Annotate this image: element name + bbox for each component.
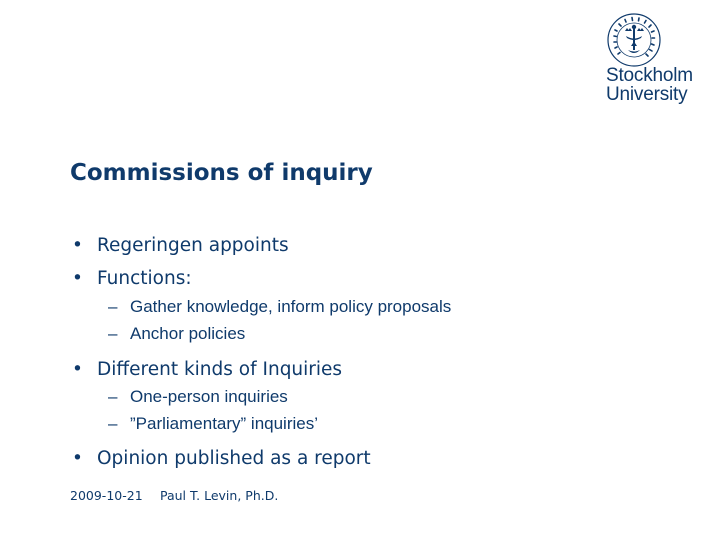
university-seal-icon [606,12,662,68]
wordmark-line-1: Stockholm [606,65,693,86]
bullet-marker: • [72,268,83,289]
bullet-marker: • [72,235,83,256]
sub-bullet-marker: – [108,387,118,406]
sub-bullet-text: ”Parliamentary” inquiries’ [130,414,319,433]
university-logo [602,12,702,108]
sub-bullet-text: One-person inquiries [130,387,288,406]
bullet-text: Different kinds of Inquiries [97,359,343,380]
sub-bullet-text: Gather knowledge, inform policy proposals [130,297,452,316]
sub-bullet-marker: – [108,414,118,433]
wordmark-line-2: University [606,84,688,105]
slide-title: Commissions of inquiry [70,160,373,186]
footer-author: Paul T. Levin, Ph.D. [160,488,279,503]
sub-bullet-text: Anchor policies [130,324,246,343]
bullet-text: Functions: [97,268,192,289]
bullet-text: Regeringen appoints [97,235,289,256]
bullet-marker: • [72,448,83,469]
footer-date: 2009-10-21 [70,488,143,503]
sub-bullet-marker: – [108,297,118,316]
bullet-text: Opinion published as a report [97,448,371,469]
bullet-marker: • [72,359,83,380]
university-wordmark [606,66,693,104]
sub-bullet-marker: – [108,324,118,343]
